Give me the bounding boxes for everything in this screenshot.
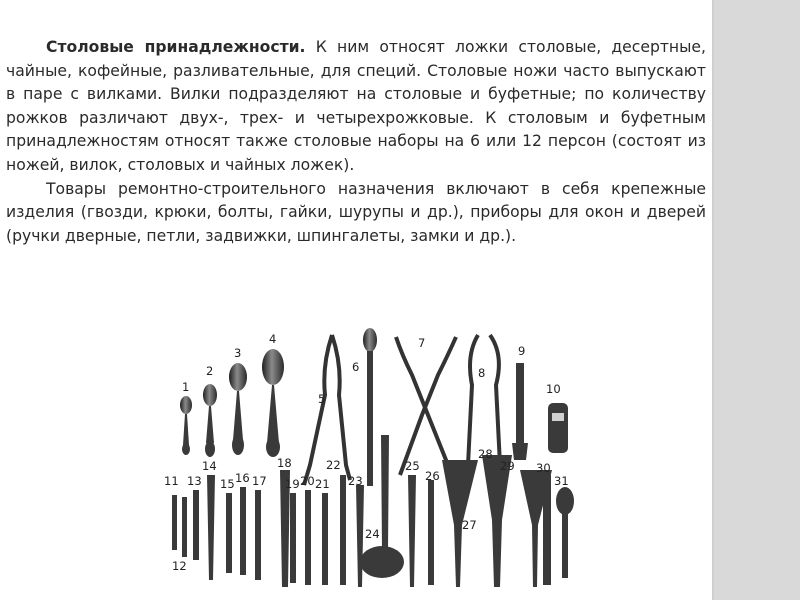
label-25: 25	[405, 459, 420, 473]
label-8: 8	[478, 366, 486, 380]
paragraph-text: К ним относят ложки столовые, десертные, чайные, кофейные, разливательные, для специй. Столовые ножи часто выпускают в паре с вилками. Вилки подразделяют на столовые и буфетные; по количеству рожков различают двух-, трех- и четырехрожковые. К столовым и буфетным принадлежностям относят также столовые наборы на 6 или 12 персон (состоят из ножей, вилок, столовых и чайных ложек).	[6, 38, 706, 174]
label-31: 31	[554, 474, 569, 488]
item-number-labels	[164, 332, 569, 573]
label-22: 22	[326, 458, 341, 472]
label-9: 9	[518, 344, 526, 358]
bottle-opener-10	[548, 403, 568, 453]
paragraph-text: Товары ремонтно-строительного назначения включают в себя крепежные изделия (гвозди, крюки, болты, гайки, шурупы и др.), приборы для окон и дверей (ручки дверные, петли, задвижки, шпингалеты, замки и др.).	[6, 179, 706, 245]
label-20: 20	[300, 474, 315, 488]
label-18: 18	[277, 456, 292, 470]
label-28: 28	[478, 447, 493, 461]
cutlery-svg	[160, 325, 585, 595]
ladle-6	[363, 328, 377, 486]
label-12: 12	[172, 559, 187, 573]
label-14: 14	[202, 459, 217, 473]
label-4: 4	[269, 332, 277, 346]
label-19: 19	[285, 477, 300, 491]
label-3: 3	[234, 346, 242, 360]
label-21: 21	[315, 477, 330, 491]
label-24: 24	[365, 527, 380, 541]
server-9	[512, 363, 528, 460]
scissor-tongs-7	[396, 337, 456, 475]
spoon-1	[180, 396, 192, 455]
label-7: 7	[418, 336, 426, 350]
paragraph-tableware	[6, 36, 706, 178]
paragraph-hardware	[6, 178, 706, 249]
label-15: 15	[220, 477, 235, 491]
label-26: 26	[425, 469, 440, 483]
label-11: 11	[164, 474, 179, 488]
label-13: 13	[187, 474, 202, 488]
spoon-3	[229, 363, 247, 455]
label-17: 17	[252, 474, 267, 488]
label-5: 5	[318, 392, 326, 406]
label-29: 29	[500, 459, 515, 473]
decorative-side-band	[712, 0, 800, 600]
label-23: 23	[348, 474, 363, 488]
spoon-4	[262, 349, 284, 457]
label-16: 16	[235, 471, 250, 485]
label-27: 27	[462, 518, 477, 532]
label-10: 10	[546, 382, 561, 396]
body-text	[6, 36, 706, 248]
paragraph-lead: Столовые принадлежности.	[46, 38, 306, 56]
label-30: 30	[536, 461, 551, 475]
label-2: 2	[206, 364, 214, 378]
spoon-2	[203, 384, 217, 457]
tongs-8	[468, 335, 500, 465]
label-1: 1	[182, 380, 190, 394]
cutlery-illustration	[160, 325, 585, 595]
label-6: 6	[352, 360, 360, 374]
